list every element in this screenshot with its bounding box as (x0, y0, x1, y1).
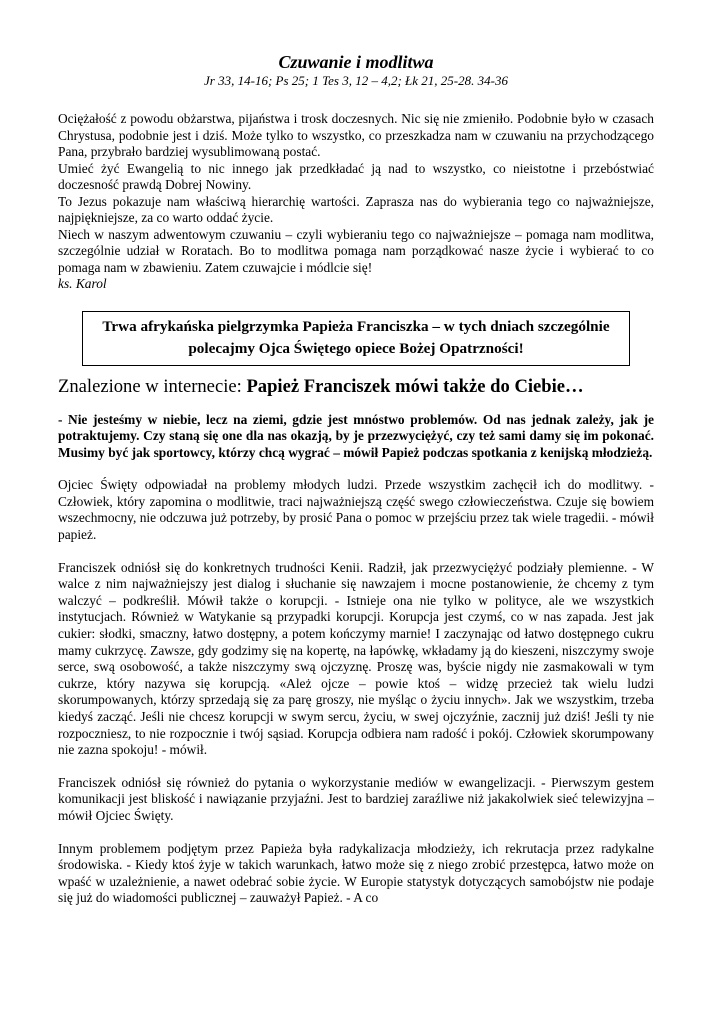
article-paragraph: Ojciec Święty odpowiadał na problemy młodych ludzi. Przede wszystkim zachęcił ich do modlitwy. - Człowiek, który zapomina o modlitwie, traci najważniejszą część swego człowieczeństwa. Czuje się bowiem wszechmocny, nie odczuwa już potrzeby, by prosić Pana o pomoc w przejściu przez tak wiele tragedii. - mówił papież. (58, 477, 654, 543)
signature: ks. Karol (58, 276, 107, 291)
scripture-references: Jr 33, 14-16; Ps 25; 1 Tes 3, 12 – 4,2; Łk 21, 25-28. 34-36 (204, 73, 508, 88)
page-title: Czuwanie i modlitwa (278, 52, 434, 72)
reflection-paragraph: Niech w naszym adwentowym czuwaniu – czyli wybieraniu tego co najważniejsze – pomaga nam modlitwa, szczególnie udział w Roratach. Bo to modlitwa pomaga nam porządkować nasze życie i wybierać to co pomaga nam w zbawieniu. Zatem czuwajcie i módlcie się! (58, 226, 654, 275)
reflection-paragraph: Umieć żyć Ewangelią to nic innego jak przedkładać ją nad to wszystko, co nieistotne i przebóstwiać doczesność prawdą Dobrej Nowiny. (58, 160, 654, 192)
article-heading (58, 376, 654, 398)
document-page (58, 52, 654, 923)
article-paragraph: Innym problemem podjętym przez Papieża była radykalizacja młodzieży, ich rekrutacja przez radykalne środowiska. - Kiedy ktoś żyje w takich warunkach, łatwo może się z niego zrobić przestępca, łatwo może on wpaść w uzależnienie, a nawet odebrać sobie życie. W Europie statystyk dotyczących samobójstw nie podaje się już do wiadomości publicznej – zauważył Papież. - A co (58, 840, 654, 906)
article-paragraph: Franciszek odniósł się do konkretnych trudności Kenii. Radził, jak przezwyciężyć podziały plemienne. - W walce z nim najważniejszy jest dialog i słuchanie się nawzajem i mocne postanowienie, że chcemy z tym walczyć – podkreślił. Mówił także o korupcji. - Istnieje ona nie tylko w polityce, ale we wszystkich instytucjach. Również w Watykanie są przypadki korupcji. Korupcja jest czymś, co w nas zapada. Jest jak cukier: słodki, smaczny, łatwo dostępny, a potem kończymy marnie! I zaczynając od łatwo dostępnego cukru mamy cukrzycę. Zawsze, gdy godzimy się na kopertę, na łapówkę, wkładamy ją do kieszeni, niszczymy swoje serce, swą osobowość, a także niszczymy swą ojczyznę. Proszę was, byście nigdy nie zasmakowali w tym cukrze, który nazywa się korupcją. «Ależ ojcze – powie ktoś – widzę przecież tak wielu ludzi skorumpowanych, którzy sprzedają się za parę groszy, nie myśląc o życiu innych». Jak we wszystkim, trzeba kiedyś zacząć. Jeśli nie chcesz korupcji w swym sercu, życiu, w swej ojczyźnie, zacznij już dziś! Jeśli ty nie rozpoczniesz, to nie rozpocznie i twój sąsiad. Korupcja odbiera nam radość i pokój. Człowiek skorumpowany nie zazna spokoju! - mówił. (58, 559, 654, 758)
reflection-paragraph: Ociężałość z powodu obżarstwa, pijaństwa i trosk doczesnych. Nic się nie zmieniło. Podobnie było w czasach Chrystusa, podobnie jest i dziś. Może tylko to wszystko, co przeszkadza nam w czuwaniu na przychodzącego Pana, przybrało bardziej wysublimowaną postać. (58, 111, 654, 159)
reflection-paragraph: To Jezus pokazuje nam właściwą hierarchię wartości. Zaprasza nas do wybierania tego co najważniejsze, najpiękniejsze, za co warto oddać życie. (58, 193, 654, 225)
announcement-box (82, 311, 630, 366)
article-heading-title: Papież Franciszek mówi także do Ciebie… (246, 375, 584, 397)
reflection-section (58, 111, 654, 293)
header (58, 52, 654, 89)
article-heading-prefix: Znalezione w internecie: (58, 375, 247, 397)
announcement-text: Trwa afrykańska pielgrzymka Papieża Franciszka – w tych dniach szczególnie polecajmy Ojca Świętego opiece Bożej Opatrzności! (102, 317, 610, 357)
article-lead: - Nie jesteśmy w niebie, lecz na ziemi, gdzie jest mnóstwo problemów. Od nas jednak zależy, jak je potraktujemy. Czy staną się one dla nas okazją, by je przezwyciężyć, czy też sami damy się im pokonać. Musimy być jak sportowcy, którzy chcą wygrać – mówił Papież podczas spotkania z kenijską młodzieżą. (58, 411, 654, 460)
article-paragraph: Franciszek odniósł się również do pytania o wykorzystanie mediów w ewangelizacji. - Pierwszym gestem komunikacji jest bliskość i nawiązanie przyjaźni. Jest to bardziej zaraźliwe niż jakakolwiek sieć telewizyjna – mówił Ojciec Święty. (58, 774, 654, 823)
article-body (58, 412, 654, 907)
